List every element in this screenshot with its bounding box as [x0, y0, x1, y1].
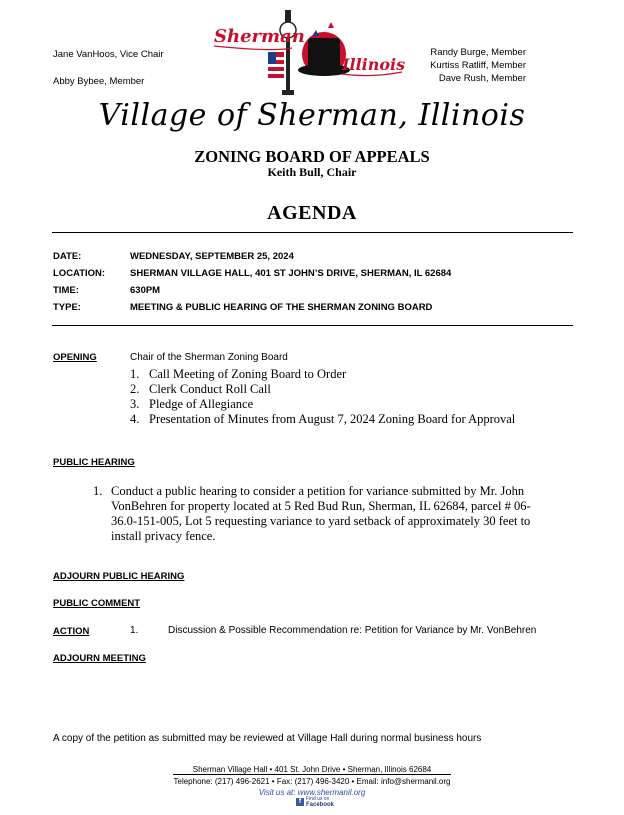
hearing-line-2: VonBehren for property located at 5 Red Bud Run, Sherman, IL 62684, parcel # 06-	[111, 499, 531, 513]
opening-heading: OPENING	[53, 352, 97, 363]
info-label: TYPE:	[53, 302, 81, 313]
item-number: 3.	[130, 397, 140, 411]
list-item	[130, 367, 515, 382]
agenda-title: AGENDA	[267, 202, 357, 224]
hearing-line-3: 36.0-151-005, Lot 5 requesting variance to yard setback of approximately 30 feet to	[111, 514, 531, 528]
footer-address-text: Sherman Village Hall • 401 St. John Drive • Sherman, Illinois 62684	[173, 765, 451, 775]
info-value: 630PM	[130, 285, 161, 296]
info-divider	[52, 325, 573, 326]
board-chair: Keith Bull, Chair	[267, 165, 357, 179]
item-text: Call Meeting of Zoning Board to Order	[149, 367, 347, 381]
member-right-3: Dave Rush, Member	[438, 73, 526, 84]
member-right-1: Randy Burge, Member	[430, 47, 526, 58]
facebook-prefix: Find us on	[306, 796, 330, 802]
item-number: 1.	[130, 367, 140, 381]
petition-note: A copy of the petition as submitted may be reviewed at Village Hall during normal business hours	[53, 733, 482, 744]
info-value: SHERMAN VILLAGE HALL, 401 ST JOHN’S DRIVE, SHERMAN, IL 62684	[130, 268, 452, 279]
left-members	[53, 48, 164, 102]
footer-contact: Telephone: (217) 496-2621 • Fax: (217) 496-3420 • Email: info@shermanil.org	[173, 777, 451, 786]
sherman-logo	[212, 8, 407, 96]
hearing-line-1: Conduct a public hearing to consider a petition for variance submitted by Mr. John	[111, 484, 525, 498]
action-number: 1.	[130, 625, 139, 636]
facebook-text: Facebook	[306, 802, 335, 808]
info-value: WEDNESDAY, SEPTEMBER 25, 2024	[130, 251, 294, 262]
item-number: 1.	[93, 484, 103, 498]
village-title: Village of Sherman, Illinois	[98, 98, 526, 133]
logo-illinois-text: Illinois	[342, 55, 406, 74]
info-value: MEETING & PUBLIC HEARING OF THE SHERMAN ZONING BOARD	[130, 302, 433, 313]
list-item	[130, 412, 515, 427]
info-time	[53, 284, 160, 297]
public-hearing-item	[93, 484, 573, 544]
info-label: DATE:	[53, 251, 82, 262]
action-heading: ACTION	[53, 626, 90, 637]
info-label: TIME:	[53, 285, 79, 296]
logo-sherman-text: Sherman	[214, 26, 305, 47]
public-comment-heading: PUBLIC COMMENT	[53, 598, 141, 609]
hearing-line-4: install privacy fence.	[111, 529, 216, 543]
board-title: ZONING BOARD OF APPEALS	[194, 147, 430, 166]
info-label: LOCATION:	[53, 268, 106, 279]
right-members	[430, 46, 526, 85]
footer-web: Visit us at: www.shermanil.org	[258, 788, 366, 797]
opening-list	[130, 367, 515, 427]
member-right-2: Kurtiss Ratliff, Member	[430, 60, 526, 71]
info-date	[53, 250, 294, 263]
item-text: Pledge of Allegiance	[149, 397, 254, 411]
member-vice-chair: Jane VanHoos, Vice Chair	[53, 49, 164, 60]
member-left-2: Abby Bybee, Member	[53, 76, 145, 87]
top-divider	[52, 232, 573, 233]
facebook-label[interactable]	[306, 797, 334, 808]
list-item	[130, 382, 515, 397]
list-item	[130, 397, 515, 412]
info-location	[53, 267, 451, 280]
action-text: Discussion & Possible Recommendation re: Petition for Variance by Mr. VonBehren	[168, 625, 537, 636]
opening-intro: Chair of the Sherman Zoning Board	[130, 352, 288, 363]
item-text: Clerk Conduct Roll Call	[149, 382, 271, 396]
item-number: 4.	[130, 412, 140, 426]
footer-address	[0, 764, 624, 775]
public-hearing-heading: PUBLIC HEARING	[53, 457, 135, 468]
info-type	[53, 301, 432, 314]
adjourn-public-hearing-heading: ADJOURN PUBLIC HEARING	[53, 571, 185, 582]
item-text: Presentation of Minutes from August 7, 2024 Zoning Board for Approval	[149, 412, 516, 426]
item-number: 2.	[130, 382, 140, 396]
adjourn-meeting-heading: ADJOURN MEETING	[53, 653, 146, 664]
facebook-icon[interactable]: f	[296, 798, 304, 806]
